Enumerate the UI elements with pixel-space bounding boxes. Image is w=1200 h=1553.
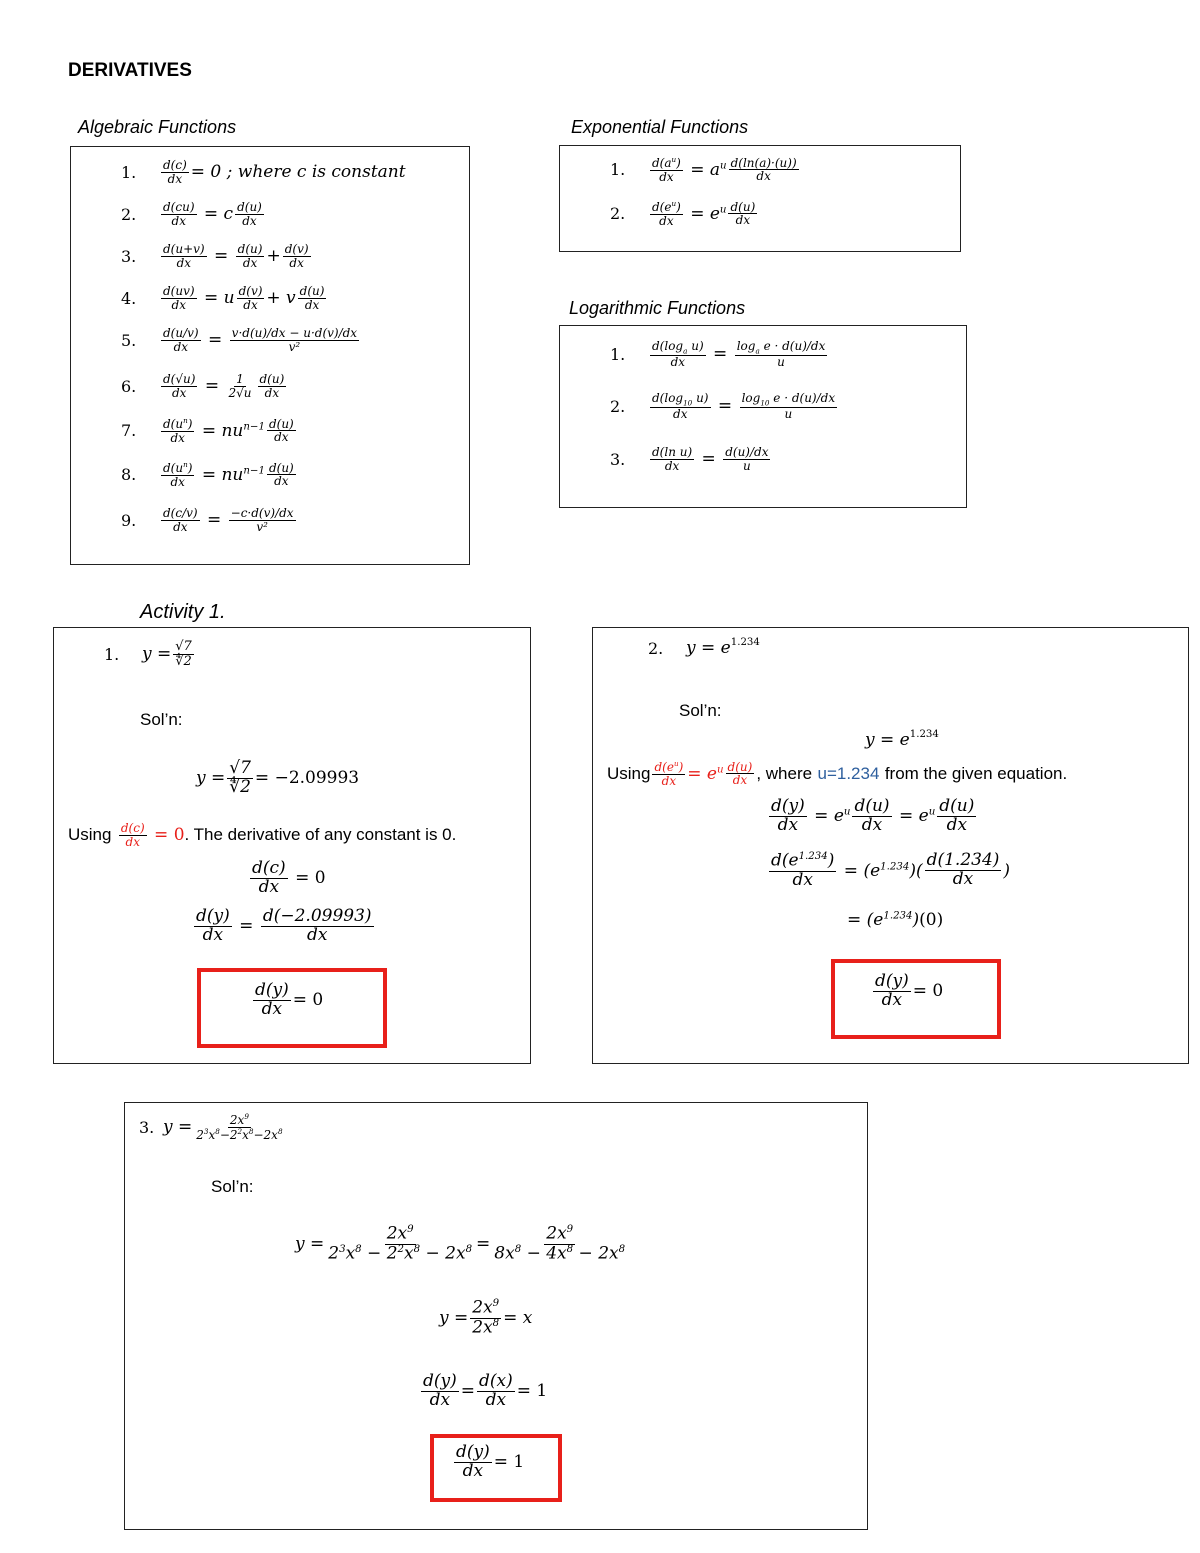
problem-2-using: Using $\frac{d(e^u)}{dx}$ = $e^u$ $\frac{d(u)}{dx}$ , where u=1.234 from the given equation. — [607, 759, 1068, 788]
rule-5: 5. $\frac{d(u/v)}{dx}$ = $\frac{v\cdot d(u)/dx - u\cdot d(v)/dx}{\text{v²}}$ — [121, 326, 358, 354]
problem-2-answer-box: $\frac{d(y)}{dx}$ = 0 — [831, 959, 1001, 1039]
problem-3-box — [124, 1102, 868, 1530]
algebraic-heading: Algebraic Functions — [78, 117, 237, 137]
problem-3-statement: 3. y = $\frac{2x^9}{2^3x^8-2^2x^8-2x^8}$ — [139, 1112, 283, 1142]
problem-3-soln-label: Sol’n: — [211, 1177, 254, 1196]
problem-2-box — [592, 627, 1189, 1064]
exponential-rules-box — [559, 145, 961, 252]
rule-3: 3. $\frac{d(u+v)}{dx}$ = $\frac{d(u)}{dx}$ + $\frac{d(v)}{dx}$ — [121, 242, 309, 270]
exp-rule-1: 1. $\frac{d(a^u)}{dx}$ = $a^u$ $\frac{d(\ln(a)\cdot(u))}{dx}$ — [610, 155, 797, 184]
rule-7: 7. $\frac{d(u^n)}{dx}$ = $nu^{n-1}$ $\frac{d(u)}{dx}$ — [121, 416, 294, 445]
problem-2-step-rule: $\frac{d(y)}{dx}$ = $e^u$ $\frac{d(u)}{dx}$ = $e^u$ $\frac{d(u)}{dx}$ — [771, 796, 975, 835]
problem-3-answer: = 1 — [493, 1452, 525, 1473]
problem-3-answer-box: $\frac{d(y)}{dx}$ = 1 — [430, 1434, 562, 1502]
exp-rule-2: 2. $\frac{d(e^u)}{dx}$ = $e^u$ $\frac{d(u)}{dx}$ — [610, 199, 756, 228]
problem-1-step-const: $\frac{d(c)}{dx}$ = 0 — [252, 858, 326, 897]
rule-4: 4. $\frac{d(uv)}{dx}$ = u $\frac{d(v)}{dx}$ + v $\frac{d(u)}{dx}$ — [121, 284, 325, 312]
problem-2-restate: y = e $^{1.234}$ — [865, 728, 939, 750]
rule-8: 8. $\frac{d(u^n)}{dx}$ = $nu^{n-1}$ $\frac{d(u)}{dx}$ — [121, 460, 294, 489]
rule-9: 9. $\frac{d(c/v)}{dx}$ = $\frac{-c\cdot d(v)/dx}{\text{v²}}$ — [121, 506, 294, 534]
problem-1-soln-label: Sol’n: — [140, 710, 183, 729]
problem-3-simplify: y = $\frac{2x^9}{2^3x^8 - 2^2x^8 - 2x^8}$ = $\frac{2x^9}{8x^8 - 4x^8 - 2x^8}$ — [295, 1223, 626, 1264]
problem-1-statement: 1. y = $\frac{√7}{∜2}$ — [104, 639, 192, 669]
log-rule-3: 3. $\frac{\text{d(ln u)}}{dx}$ = $\frac{d(u)/dx}{u}$ — [610, 445, 769, 473]
problem-1-box — [53, 627, 531, 1064]
rule-2: 2. $\frac{d(cu)}{dx}$ = c $\frac{d(u)}{dx}$ — [121, 200, 262, 228]
activity-heading: Activity 1. — [140, 601, 226, 623]
rule-6: 6. $\frac{d(√u)}{dx}$ = $\frac{1}{2√u}$ $\frac{d(u)}{dx}$ — [121, 372, 285, 400]
algebraic-rules-box — [70, 146, 470, 565]
rule-1-text: = 0 ; where c is constant — [190, 162, 406, 183]
logarithmic-rules-box — [559, 325, 967, 508]
log-rule-2: 2. $\frac{d(\log_{10} u)}{dx}$ = $\frac{\log_{10} e \cdot d(u)/dx}{u}$ — [610, 391, 836, 421]
problem-1-simplify: y = $\frac{√7}{∜2}$ = −2.09993 — [196, 758, 360, 797]
problem-2-step-zero: = $(e^{1.234})$ (0) — [847, 910, 944, 930]
problem-2-answer: = 0 — [912, 981, 944, 1002]
problem-1-answer-box: $\frac{d(y)}{dx}$ = 0 — [197, 968, 387, 1048]
problem-3-derive: $\frac{d(y)}{dx}$ = $\frac{d(x)}{dx}$ = 1 — [423, 1371, 548, 1410]
problem-2-step-sub: $\frac{d(e^{1.234})}{dx}$ = $(e^{1.234})$( $\frac{d(1.234)}{dx}$ ) — [771, 850, 1011, 890]
exponential-heading: Exponential Functions — [571, 117, 749, 137]
problem-2-soln-label: Sol’n: — [679, 701, 722, 720]
log-rule-1: 1. $\frac{d(\log_a u)}{dx}$ = $\frac{\log_a e \cdot d(u)/dx}{u}$ — [610, 339, 826, 369]
rule-1: 1. $\frac{d(c)}{dx}$ = 0 ; where c is constant — [121, 158, 406, 186]
problem-1-using: Using $\frac{d(c)}{dx}$ = 0 . The derivative of any constant is 0. — [68, 821, 457, 849]
problem-1-step-apply: $\frac{d(y)}{dx}$ = $\frac{d(-2.09993)}{dx}$ — [196, 906, 372, 945]
problem-3-reduce: y = $\frac{2x^9}{2x^8}$ = x — [439, 1297, 533, 1338]
logarithmic-heading: Logarithmic Functions — [569, 298, 746, 318]
page-title: DERIVATIVES — [68, 60, 192, 81]
problem-2-statement: 2. y = e $^{1.234}$ — [648, 636, 760, 658]
problem-1-answer: = 0 — [292, 990, 324, 1011]
